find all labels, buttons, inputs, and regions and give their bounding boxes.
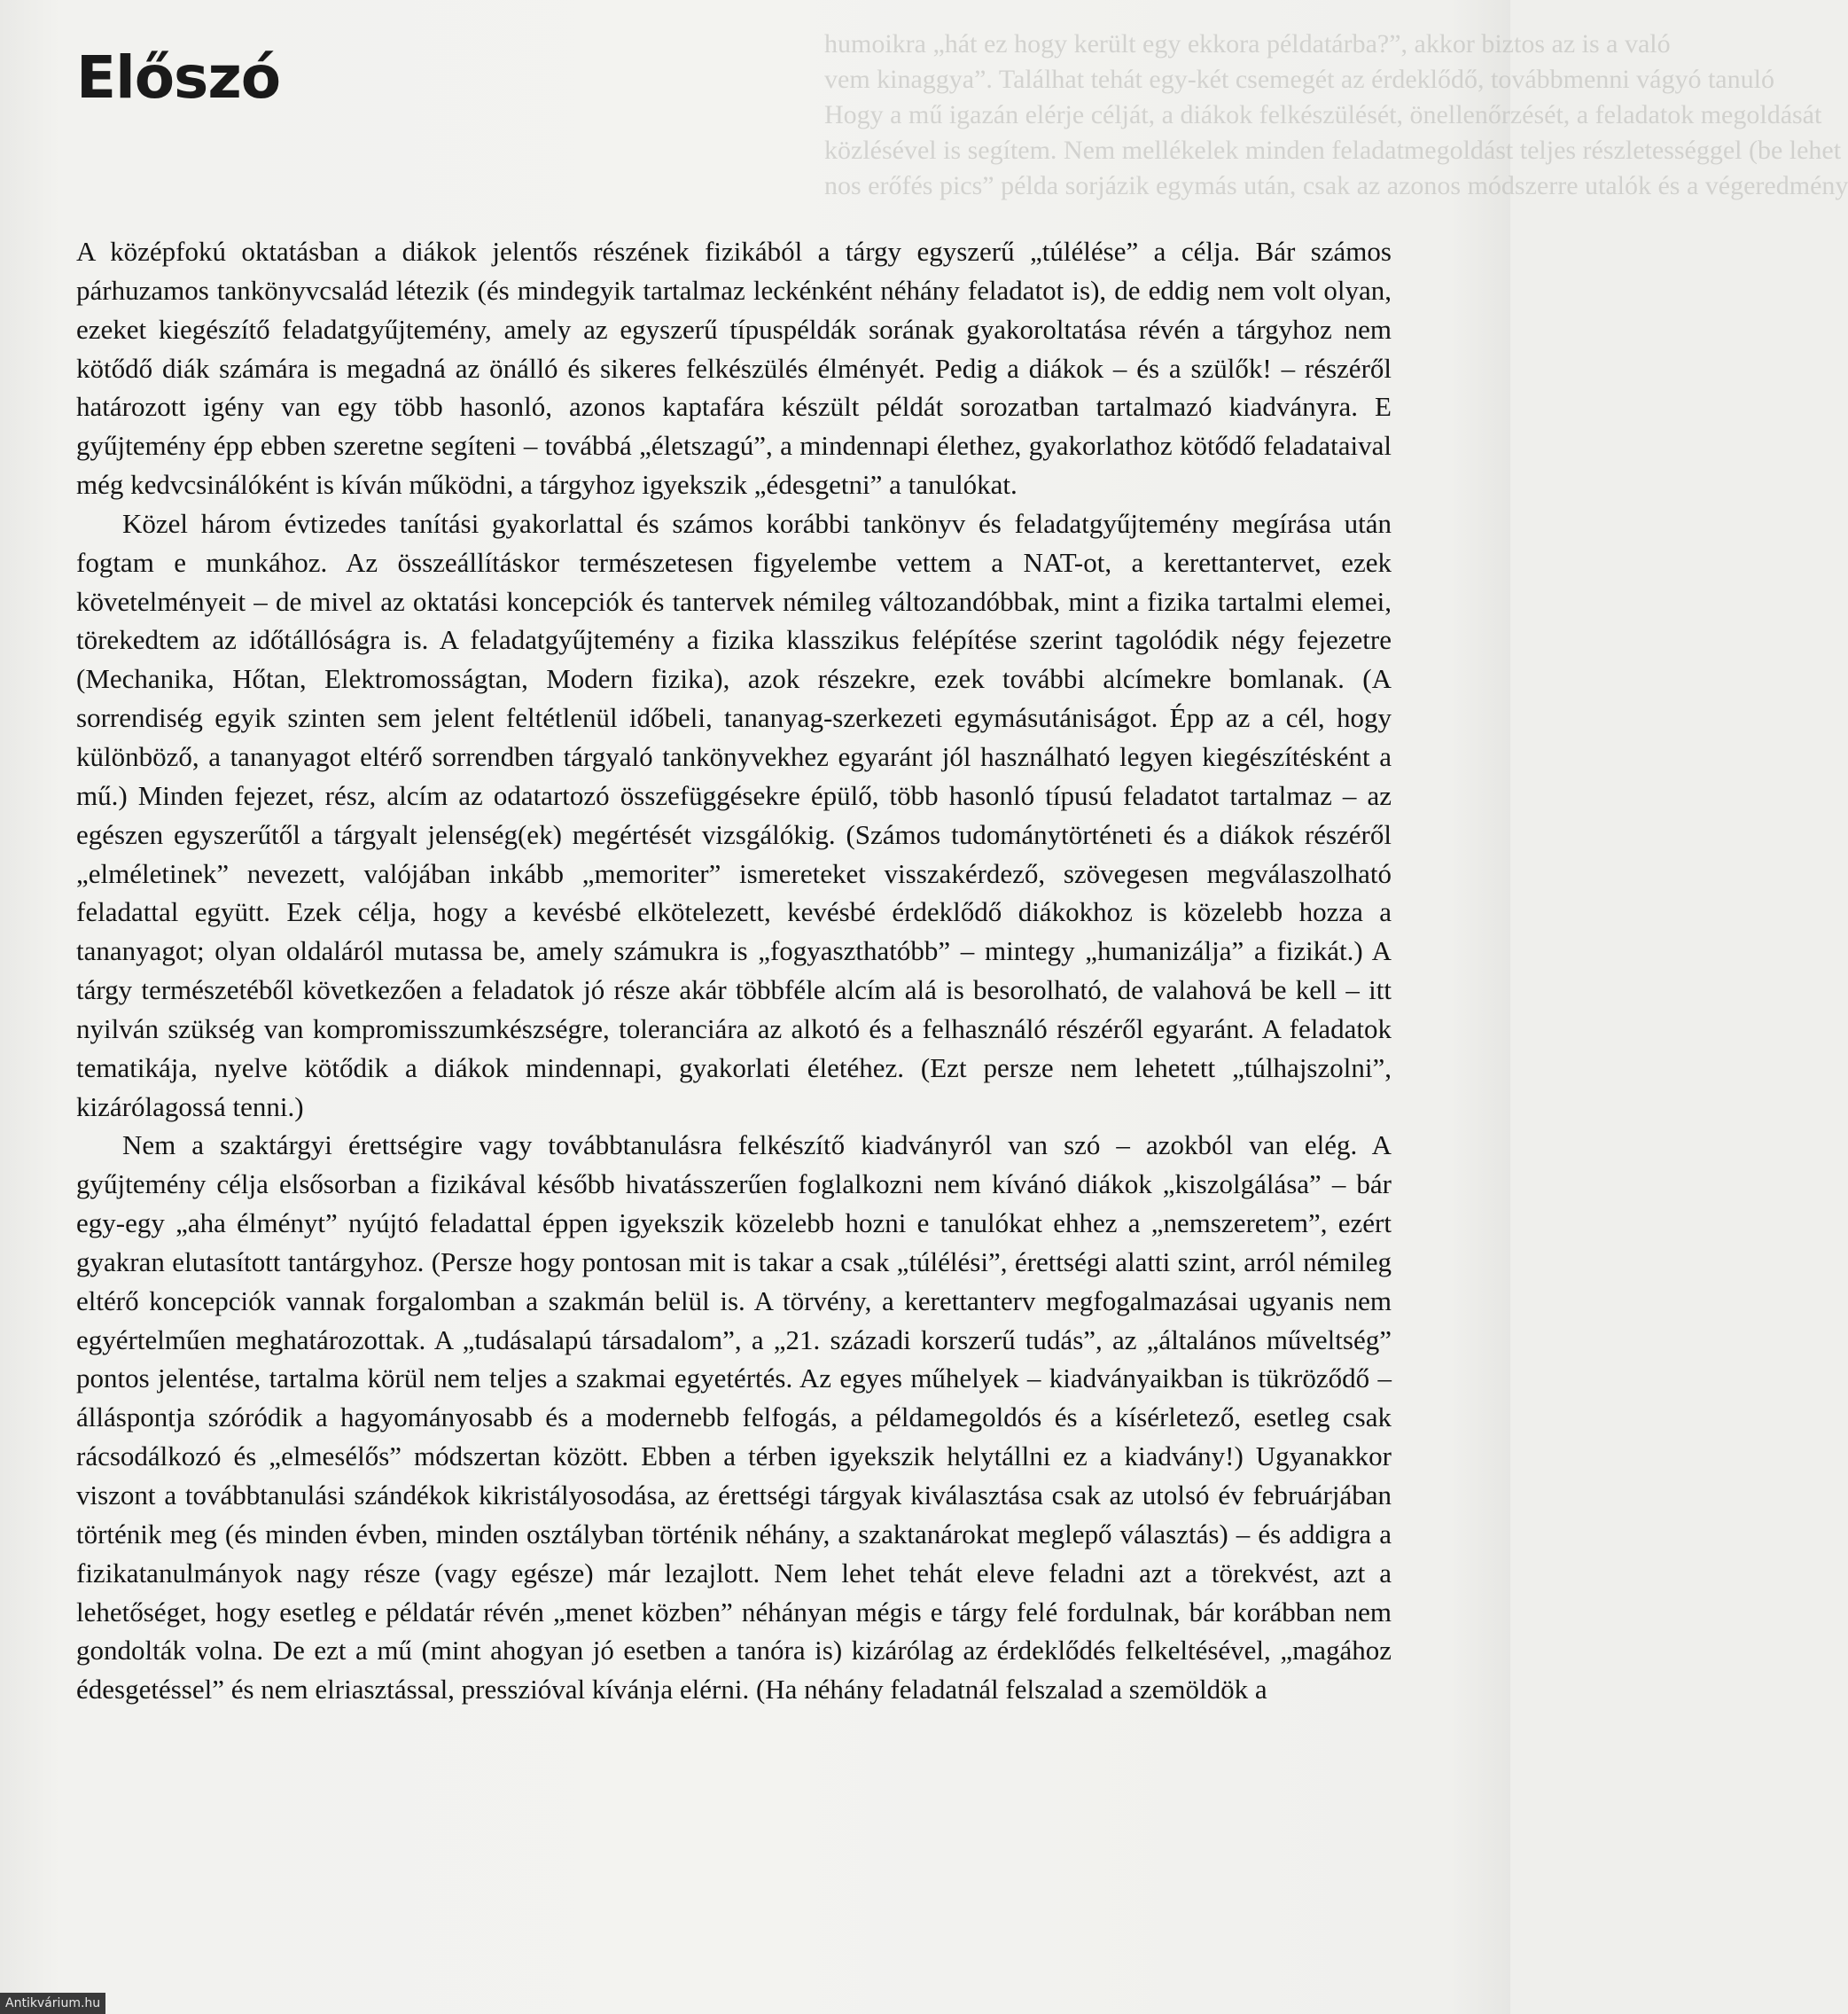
bleed-through-text <box>824 27 1848 204</box>
paragraph-2: Közel három évtizedes tanítási gyakorlattal és számos korábbi tankönyv és feladatgyűjtemény megírása után fogtam e munkához. Az összeállításkor természetesen figyelembe vettem a NAT-ot, a kerettantervet, ezek követelményeit – de mivel az oktatási koncepciók és tantervek némileg változandóbbak, mint a fizika tartalmi elemei, törekedtem az időtállóságra is. A feladatgyűjtemény a fizika klasszikus felépítése szerint tagolódik négy fejezetre (Mechanika, Hőtan, Elektromosságtan, Modern fizika), azok részekre, ezek további alcímekre bomlanak. (A sorrendiség egyik szinten sem jelent feltétlenül időbeli, tananyag-szerkezeti egymásutániságot. Épp az a cél, hogy különböző, a tananyagot eltérő sorrendben tárgyaló tankönyvekhez egyaránt jól használható legyen kiegészítésként a mű.) Minden fejezet, rész, alcím az odatartozó összefüggésekre épülő, több hasonló típusú feladatot tartalmaz – az egészen egyszerűtől a tárgyalt jelenség(ek) megértését vizsgálókig. (Számos tudománytörténeti és a diákok részéről „elméletinek” nevezett, valójában inkább „memoriter” ismereteket visszakérdező, szövegesen megválaszolható feladattal együtt. Ezek célja, hogy a kevésbé elkötelezett, kevésbé érdeklődő diákokhoz is közelebb hozza a tananyagot; olyan oldaláról mutassa be, amely számukra is „fogyaszthatóbb” – mintegy „humanizálja” a fizikát.) A tárgy természetéből következően a feladatok jó része akár többféle alcím alá is besorolható, de valahová be kell – itt nyilván szükség van kompromisszumkészségre, toleranciára az alkotó és a felhasználó részéről egyaránt. A feladatok tematikája, nyelve kötődik a diákok mindennapi, gyakorlati életéhez. (Ezt persze nem lehetett „túlhajszolni”, kizárólagossá tenni.) <box>76 507 1392 1122</box>
bleed-through-line: Hogy a mű igazán elérje célját, a diákok felkészülését, önellenőrzését, a feladatok megoldását <box>824 100 1822 129</box>
watermark: Antikvárium.hu <box>0 1993 105 2014</box>
bleed-through-line: humoikra „hát ez hogy került egy ekkora példatárba?”, akkor biztos az is a való <box>824 29 1671 59</box>
body-text <box>76 232 1392 1709</box>
bleed-through-line: nos erőfés pics” példa sorjázik egymás után, csak az azonos módszerre utalók és a végeredmény <box>824 171 1848 200</box>
paragraph-3: Nem a szaktárgyi érettségire vagy továbbtanulásra felkészítő kiadványról van szó – azokból van elég. A gyűjtemény célja elsősorban a fizikával később hivatásszerűen foglalkozni nem kívánó diákok „kiszolgálása” – bár egy-egy „aha élményt” nyújtó feladattal éppen igyekszik közelebb hozni e tanulókat ehhez a „nemszeretem”, ezért gyakran elutasított tantárgyhoz. (Persze hogy pontosan mit is takar a csak „túlélési”, érettségi alatti szint, arról némileg eltérő koncepciók vannak forgalomban a szakmán belül is. A törvény, a kerettanterv megfogalmazásai ugyanis nem egyértelműen meghatározottak. A „tudásalapú társadalom”, a „21. századi korszerű tudás”, az „általános műveltség” pontos jelentése, tartalma körül nem teljes a szakmai egyetértés. Az egyes műhelyek – kiadványaikban is tükröződő – álláspontja szóródik a hagyományosabb és a modernebb felfogás, a példamegoldós és a kísérletező, esetleg csak rácsodálkozó és „elmesélős” módszertan között. Ebben a térben igyekszik helytállni ez a kiadvány!) Ugyanakkor viszont a továbbtanulási szándékok kikristályosodása, az érettségi tárgyak kiválasztása csak az utolsó év februárjában történik meg (és minden évben, minden osztályban történik néhány, a szaktanárokat meglepő választás) – és addigra a fizikatanulmányok nagy része (vagy egésze) már lezajlott. Nem lehet tehát eleve feladni azt a törekvést, azt a lehetőséget, hogy esetleg e példatár révén „menet közben” néhányan mégis e tárgy felé fordulnak, bár korábban nem gondolták volna. De ezt a mű (mint ahogyan jó esetben a tanóra is) kizárólag az érdeklődés felkeltésével, „magához édesgetéssel” és nem elriasztással, presszióval kívánja elérni. (Ha néhány feladatnál felszalad a szemöldök a <box>76 1129 1392 1706</box>
paragraph-1: A középfokú oktatásban a diákok jelentős részének fizikából a tárgy egyszerű „túlélése” a célja. Bár számos párhuzamos tankönyvcsalád létezik (és mindegyik tartalmaz leckénként néhány feladatot is), de eddig nem volt olyan, ezeket kiegészítő feladatgyűjtemény, amely az egyszerű típuspéldák sorának gyakoroltatása révén a tárgyhoz nem kötődő diák számára is megadná az önálló és sikeres felkészülés élményét. Pedig a diákok – és a szülők! – részéről határozott igény van egy több hasonló, azonos kaptafára készült példát sorozatban tartalmazó kiadványra. E gyűjtemény épp ebben szeretne segíteni – továbbá „életszagú”, a mindennapi élethez, gyakorlathoz kötődő feladataival még kedvcsinálóként is kíván működni, a tárgyhoz igyekszik „édesgetni” a tanulókat. <box>76 236 1392 501</box>
bleed-through-line: közlésével is segítem. Nem mellékelek minden feladatmegoldást teljes részletességgel (be lehet <box>824 136 1842 165</box>
page-title: Előszó <box>76 43 281 112</box>
bleed-through-line: vem kinaggya”. Találhat tehát egy-két csemegét az érdeklődő, továbbmenni vágyó tanuló <box>824 65 1774 94</box>
